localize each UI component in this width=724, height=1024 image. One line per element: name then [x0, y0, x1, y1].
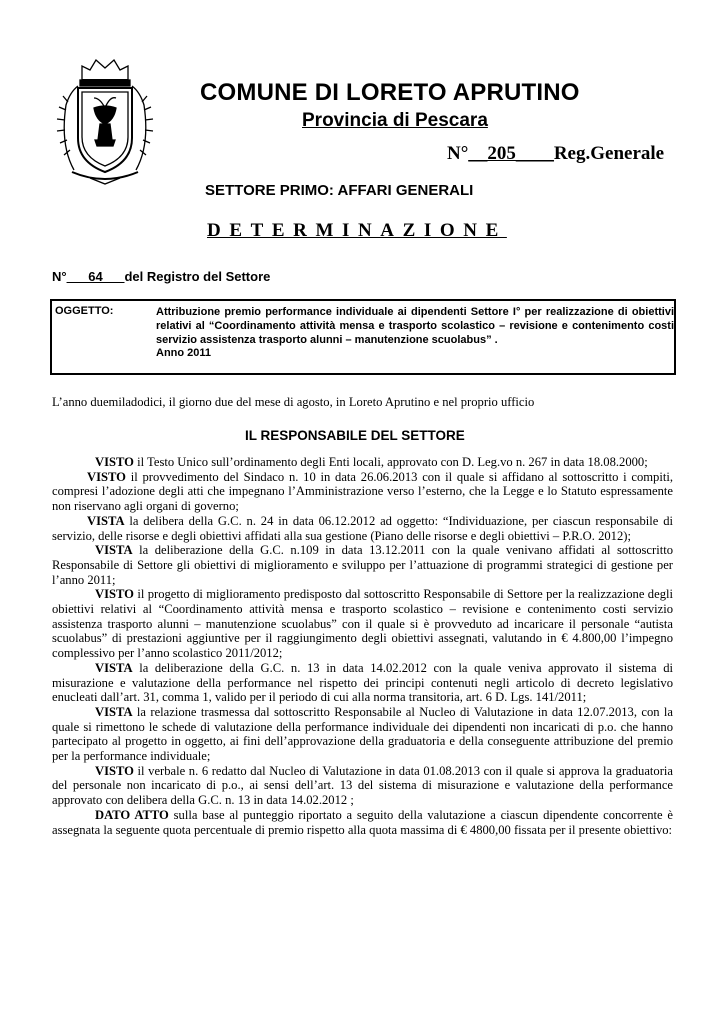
paragraph [52, 764, 673, 808]
subject-text: Attribuzione premio performance individuale ai dipendenti Settore I° per realizzazione di obiettivi relativi al “Coordinamento attività mensa e trasporto scolastico – revisione e contenimento costi servizio assistenza trasporto alunni – manutenzione scuolabus” . [156, 306, 674, 346]
sector-register-number [52, 269, 270, 284]
paragraph-keyword: VISTO [87, 469, 126, 484]
paragraph [52, 470, 673, 514]
paragraph-text: la deliberazione della G.C. n. 13 in data 14.02.2012 con la quale veniva approvato il sistema di misurazione e valutazione della performance nel rispetto dei principi contenuti negli articolo di decreto legislativo enucleati dall’art. 31, comma 1, valido per il periodo di cui alla norma transitoria, art. 6 D. Lgs. 141/2011; [52, 660, 673, 705]
body-paragraphs [52, 455, 673, 837]
paragraph-text: la relazione trasmessa dal sottoscritto Responsabile al Nucleo di Valutazione in data 12.07.2013, con la quale si rimettono le schede di valutazione della performance individuale dei dipendenti non incaricati di p.o. che hanno partecipato al progetto in oggetto, ai fini dell’approvazione della graduatoria e della conseguente attribuzione del premio per la performance individuale; [52, 704, 673, 764]
paragraph-keyword: VISTA [95, 543, 133, 558]
paragraph-keyword: DATO ATTO [95, 807, 169, 822]
paragraph [52, 455, 673, 470]
reg-suffix: Reg.Generale [553, 143, 665, 164]
reg-number: __205____ [468, 143, 554, 164]
paragraph-text: sulla base al punteggio riportato a seguito della valutazione a ciascun dipendente concorrente è assegnata la seguente quota percentuale di premio rispetto alla quota massima di € 4800,00 fissata per il presente obiettivo: [52, 807, 673, 837]
document-type: DETERMINAZIONE [207, 220, 507, 241]
sector-reg-prefix: N° [52, 269, 67, 284]
intro-text: L’anno duemiladodici, il giorno due del mese di agosto, in Loreto Aprutino e nel proprio ufficio [52, 395, 535, 409]
paragraph-text: il provvedimento del Sindaco n. 10 in data 26.06.2013 con il quale si affidano al sottoscritto i compiti, compresi l’adozione degli atti che impegnano l’Amministrazione verso l’esterno, che la Legge e lo Statuto espressamente non riservano agli organi di governo; [52, 469, 673, 514]
paragraph [52, 514, 673, 543]
paragraph-text: il progetto di miglioramento predisposto dal sottoscritto Responsabile di Settore per la realizzazione degli obiettivi relativi al “Coordinamento attività mensa e trasporto scolastico – revisione e contenimento costi servizio assistenza trasporto alunni – manutenzione scuolabus” con il quale si è provveduto ad incaricare il personale “autista scuolabus” di prestazioni aggiuntive per il raggiungimento degli obiettivi assegnati, valutando in € 4.800,00 l’impegno complessivo per l’anno scolastico 2011/2012; [52, 587, 673, 661]
paragraph [52, 705, 673, 764]
paragraph-keyword: VISTO [95, 763, 134, 778]
paragraph-text: la delibera della G.C. n. 24 in data 06.12.2012 ad oggetto: “Individuazione, per ciascun responsabile di servizio, delle risorse e degli obiettivi affidati alla sua gestione (Piano delle risorse e degli obiettivi – P.R.O. 2012); [52, 513, 673, 543]
municipality-title: COMUNE DI LORETO APRUTINO [200, 79, 580, 106]
paragraph-keyword: VISTO [95, 455, 134, 469]
paragraph [52, 587, 673, 661]
paragraph [52, 543, 673, 587]
province-title: Provincia di Pescara [302, 110, 488, 131]
sector-title: SETTORE PRIMO: AFFARI GENERALI [205, 182, 474, 199]
reg-prefix: N° [447, 143, 469, 164]
paragraph [52, 661, 673, 705]
paragraph-keyword: VISTA [95, 660, 133, 675]
general-register-number [447, 143, 664, 165]
section-heading: IL RESPONSABILE DEL SETTORE [245, 428, 465, 443]
paragraph-text: il verbale n. 6 redatto dal Nucleo di Valutazione in data 01.08.2013 con il quale si approva la graduatoria del personale non incaricato di p.o., ai sensi dell’art. 13 del sistema di misurazione e valutazione della performance approvato con delibera della G.C. n. 13 in data 14.02.2012 ; [52, 763, 673, 808]
sector-reg-suffix: del Registro del Settore [124, 269, 271, 284]
paragraph [52, 808, 673, 837]
paragraph-keyword: VISTA [95, 704, 133, 719]
paragraph-keyword: VISTA [87, 513, 125, 528]
paragraph-text: la deliberazione della G.C. n.109 in data 13.12.2011 con la quale venivano affidati al sottoscritto Responsabile di Settore gli obiettivi di miglioramento e sviluppo per l’attuazione di programmi strategici di gestione per l’anno 2011; [52, 543, 673, 587]
municipal-coat-of-arms-icon [50, 50, 160, 190]
subject-year: Anno 2011 [156, 347, 212, 359]
subject-label: OGGETTO: [55, 305, 114, 317]
paragraph-keyword: VISTO [95, 587, 134, 602]
subject-box [50, 299, 676, 375]
sector-reg-number: ___64___ [66, 269, 125, 284]
paragraph-text: il Testo Unico sull’ordinamento degli Enti locali, approvato con D. Leg.vo n. 267 in data 18.08.2000; [133, 455, 648, 469]
